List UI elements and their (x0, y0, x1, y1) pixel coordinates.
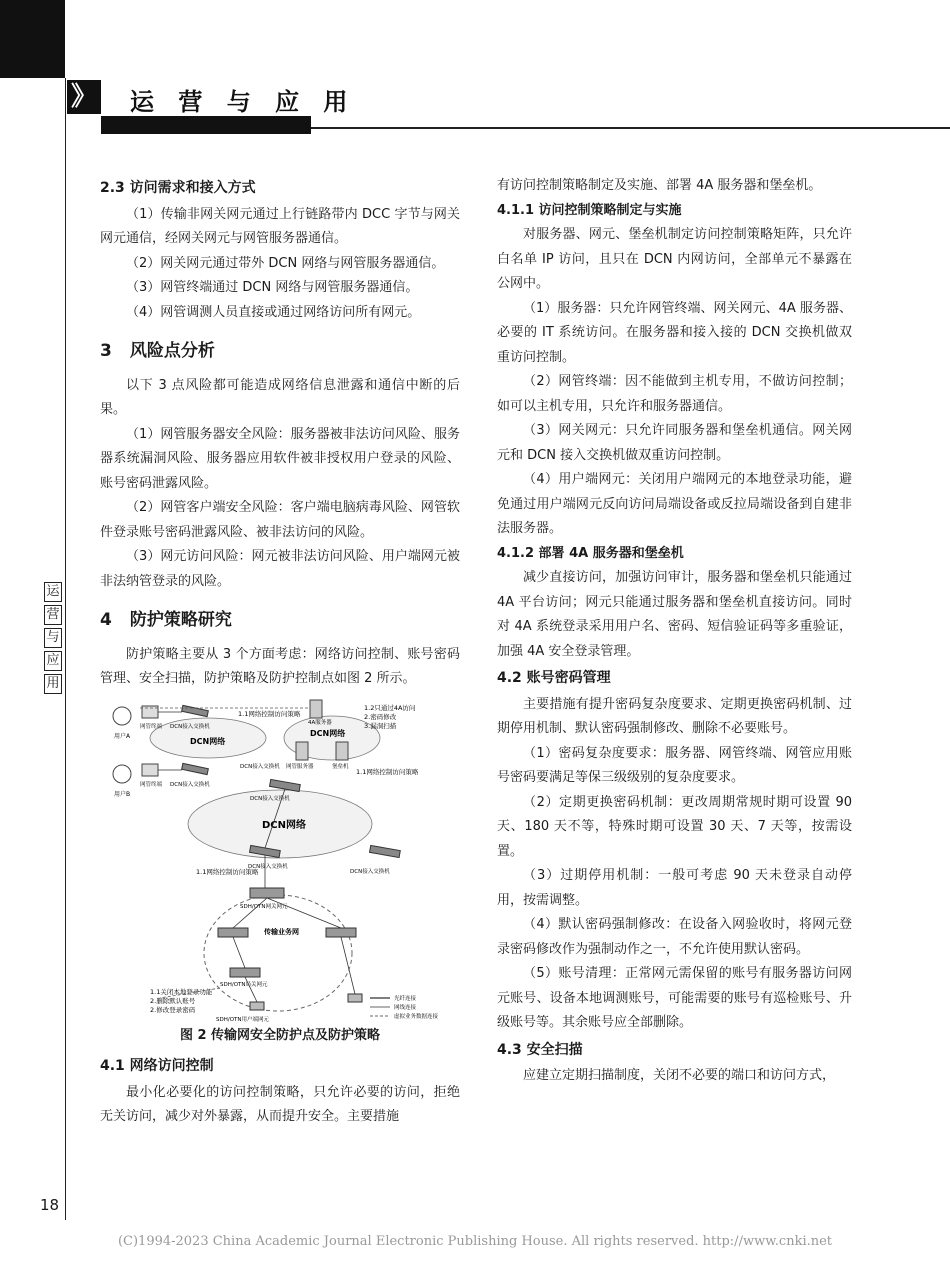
heading-text: 防护策略研究 (129, 610, 232, 630)
local-3-label: 2.修改登录密码 (150, 1005, 196, 1014)
policy-11b-label: 1.1网络控制访问策略 (356, 767, 419, 776)
vertical-label-char: 应 (44, 651, 62, 671)
heading-number: 4 (100, 610, 112, 630)
user-a-label: 用户A (114, 732, 131, 740)
gateway-ne-icon (250, 888, 284, 898)
heading-4-3: 4.3 安全扫描 (497, 1041, 583, 1058)
vertical-section-label (44, 582, 62, 697)
gateway-ne-label: SDH/OTN网关网元 (240, 903, 288, 910)
server-4a-label: 4A服务器 (308, 719, 332, 726)
heading-4 (100, 608, 460, 633)
link (233, 898, 267, 928)
switch-a-label: DCN接入交换机 (170, 723, 210, 730)
legend-fiber-label: 光纤连接 (394, 995, 417, 1002)
paragraph: （2）网管终端：因不能做到主机专用，不做访问控制；如可以主机专用，只允许和服务器通信。 (497, 374, 852, 414)
local-2-label: 2.删除默认账号 (150, 996, 196, 1005)
paragraph: （3）网关网元：只允许同服务器和堡垒机通信。网关网元和 DCN 接入交换机做双重访问控制。 (497, 423, 852, 463)
switch-b-label: DCN接入交换机 (170, 781, 210, 788)
transport-label: 传输业务网 (264, 927, 299, 936)
sdh-ne-label: SDH/OTN局关网元 (220, 981, 268, 988)
switch-e-label: DCN接入交换机 (350, 868, 390, 875)
heading-4-1: 4.1 网络访问控制 (100, 1058, 214, 1074)
paragraph: （4）用户端网元：关闭用户端网元的本地登录功能，避免通过用户端网元反向访问局端设备或反拉局端设备到自建非法服务器。 (497, 472, 852, 536)
figure-caption: 图 2 传输网安全防护点及防护策略 (179, 1027, 381, 1043)
ne-right-icon (326, 928, 356, 937)
heading-4-2: 4.2 账号密码管理 (497, 670, 611, 686)
user-a-icon (113, 707, 131, 725)
heading-2-3: 2.3 访问需求和接入方式 (100, 180, 256, 196)
right-column (497, 174, 852, 1089)
transport-ring (204, 895, 352, 1011)
vertical-label-char: 与 (44, 628, 62, 648)
left-column (100, 174, 460, 1130)
dcn-right-label: DCN网络 (310, 728, 346, 738)
user-b-icon (113, 765, 131, 783)
corner-block (0, 0, 65, 78)
link (267, 898, 341, 928)
user-b-label: 用户B (114, 790, 131, 798)
dcn-left-label: DCN网络 (190, 736, 226, 746)
paragraph: （2）网管客户端安全风险：客户端电脑病毒风险、网管软件登录账号密码泄露风险、被非法访问的风险。 (100, 500, 460, 540)
paragraph: （5）账号清理：正常网元需保留的账号有服务器访问网元账号、设备本地调测账号，可能需要的账号有巡检账号、升级账号等。其余账号应全部删除。 (497, 966, 852, 1030)
copyright-footer: (C)1994-2023 China Academic Journal Electronic Publishing House. All rights reserved. http://www.cnki.net (117, 1234, 833, 1249)
paragraph: 对服务器、网元、堡垒机制定访问控制策略矩阵，只允许白名单 IP 访问，且只在 DCN 内网访问，全部单元不暴露在公网中。 (497, 227, 852, 291)
bastion-label: 堡垒机 (332, 763, 349, 770)
paragraph: （3）网元访问风险：网元被非法访问风险、用户端网元被非法纳管登录的风险。 (100, 549, 460, 589)
ne-user-icon (250, 1002, 264, 1010)
paragraph: 应建立定期扫描制度，关闭不必要的端口和访问方式， (523, 1068, 836, 1083)
heading-text: 风险点分析 (129, 341, 215, 361)
paragraph: （2）定期更换密码机制：更改周期常规时期可设置 90 天、180 天不等，特殊时期可设置 30 天、7 天等，按需设置。 (497, 794, 852, 859)
nms-server-icon (296, 742, 308, 760)
vertical-label-char: 运 (44, 582, 62, 602)
policy-11-label: 1.1网络控制访问策略 (238, 709, 301, 718)
terminal-a-label: 网管终端 (140, 723, 163, 730)
switch-d-label: DCN接入交换机 (248, 863, 288, 870)
switch-b-icon (182, 763, 209, 774)
vertical-label-char: 营 (44, 605, 62, 625)
ne-user2-icon (348, 994, 362, 1002)
dcn-center-label: DCN网络 (262, 819, 307, 831)
paragraph: （4）网管调测人员直接或通过网络访问所有网元。 (126, 304, 421, 320)
header-rule-thin (311, 127, 950, 129)
paragraph: 以下 3 点风险都可能造成网络信息泄露和通信中断的后果。 (100, 377, 460, 417)
paragraph: （4）默认密码强制修改：在设备入网验收时，将网元登录密码修改作为强制动作之一，不允许使用默认密码。 (497, 917, 852, 957)
chevron-icon: 》 (67, 80, 101, 114)
paragraph: （1）传输非网关网元通过上行链路带内 DCC 字节与网关网元通信，经网关网元与网管服务器通信。 (100, 206, 460, 246)
policy-12-label: 1.2只通过4A访问 (364, 703, 416, 712)
nms-server-label: 网管服务器 (286, 763, 314, 770)
bastion-icon (336, 742, 348, 760)
switch-e-icon (370, 845, 401, 857)
link (245, 977, 257, 1002)
page-number: 18 (40, 1196, 60, 1214)
paragraph: （1）服务器：只允许网管终端、网关网元、4A 服务器、必要的 IT 系统访问。在服务器和接入接的 DCN 交换机做双重访问控制。 (497, 300, 852, 365)
paragraph: （1）网管服务器安全风险：服务器被非法访问风险、服务器系统漏洞风险、服务器应用软件被非授权用户登录的风险、账号密码泄露风险。 (100, 426, 460, 491)
heading-4-1-1: 4.1.1 访问控制策略制定与实施 (497, 202, 682, 218)
ne-bottom-icon (230, 968, 260, 977)
network-diagram (100, 698, 460, 1024)
legend-net-label: 网线连接 (394, 1004, 417, 1011)
paragraph: 有访问控制策略制定及实施、部署 4A 服务器和堡垒机。 (497, 178, 822, 193)
paragraph: 主要措施有提升密码复杂度要求、定期更换密码机制、过期停用机制、默认密码强制修改、删除不必要账号。 (497, 696, 852, 736)
link (233, 937, 245, 968)
section-title: 运 营 与 应 用 (130, 88, 356, 116)
paragraph: （3）网管终端通过 DCN 网络与网管服务器通信。 (126, 280, 419, 295)
switch-center-label: DCN接入交换机 (250, 795, 290, 802)
legend-virtual-label: 虚拟业务数据连接 (394, 1013, 439, 1020)
terminal-b-label: 网管终端 (140, 781, 163, 788)
paragraph: （2）网关网元通过带外 DCN 网络与网管服务器通信。 (126, 255, 445, 271)
policy-3-label: 3.漏洞扫描 (364, 721, 397, 730)
header-rule-thick (101, 116, 311, 134)
server-4a-icon (310, 700, 322, 718)
paragraph: 最小化必要化的访问控制策略，只允许必要的访问，拒绝无关访问，减少对外暴露，从而提升安全。主要措施 (100, 1084, 460, 1124)
vertical-label-char: 用 (44, 674, 62, 694)
terminal-b-icon (142, 764, 158, 776)
heading-number: 3 (100, 341, 112, 361)
paragraph: （3）过期停用机制：一般可考虑 90 天未登录自动停用，按需调整。 (497, 868, 852, 908)
policy-2-label: 2.密码修改 (364, 712, 397, 721)
ne-left-icon (218, 928, 248, 937)
user-ne-label: SDH/OTN用户端网元 (216, 1016, 270, 1023)
heading-3 (100, 339, 460, 364)
paragraph: 防护策略主要从 3 个方面考虑：网络访问控制、账号密码管理、安全扫描，防护策略及防护控制点如图 2 所示。 (100, 646, 460, 686)
policy-11c-label: 1.1网络控制访问策略 (196, 867, 259, 876)
sidebar-rule (65, 78, 66, 1220)
paragraph: 减少直接访问，加强访问审计，服务器和堡垒机只能通过 4A 平台访问；网元只能通过服务器和堡垒机直接访问。同时对 4A 系统登录采用用户名、密码、短信验证码等多重验证，加强 4A 安全登录管理。 (497, 570, 852, 659)
switch-c-label: DCN接入交换机 (240, 763, 280, 770)
heading-4-1-2: 4.1.2 部署 4A 服务器和堡垒机 (497, 545, 684, 561)
switch-a-icon (182, 705, 209, 716)
paragraph: （1）密码复杂度要求：服务器、网管终端、网管应用账号密码要满足等保三级级别的复杂度要求。 (497, 745, 852, 785)
local-11-label: 1.1关闭本地登录功能 (150, 987, 213, 996)
link (341, 937, 355, 994)
